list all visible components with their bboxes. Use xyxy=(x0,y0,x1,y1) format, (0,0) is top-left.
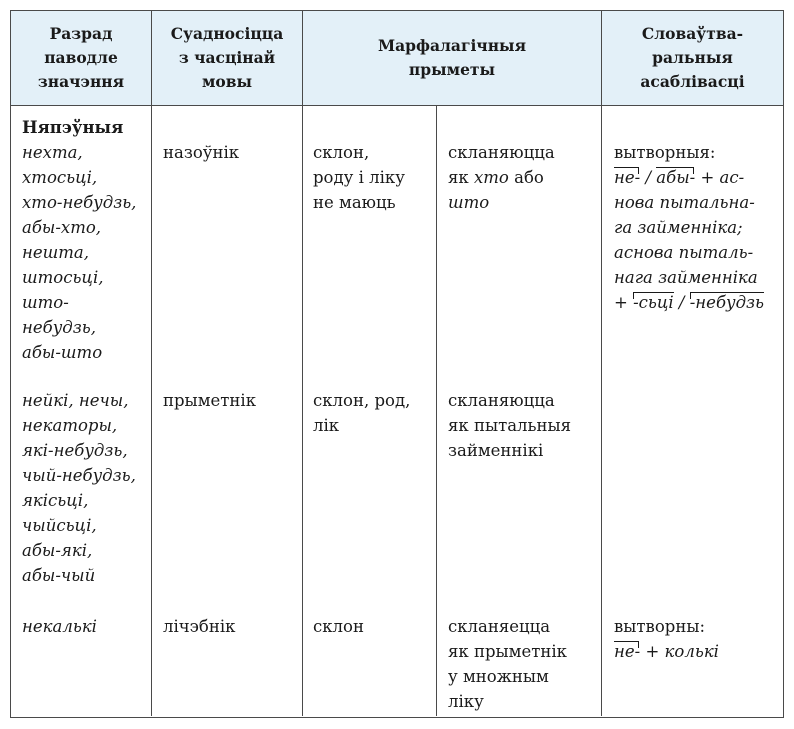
header-deriv-line: Словаўтва- xyxy=(641,24,744,43)
morph-text: як xyxy=(448,168,474,187)
morph-text: ліку xyxy=(448,692,484,711)
header-part-line: Суадносіцца xyxy=(170,24,284,43)
morph-text: склон, xyxy=(313,143,370,162)
morph-text: скланяюцца xyxy=(448,143,555,162)
separator: / xyxy=(640,168,657,187)
separator: / xyxy=(673,293,690,312)
word: хто-небудзь, xyxy=(22,193,137,212)
deriv-text: га займенніка; xyxy=(614,218,743,237)
part-of-speech: лічэбнік xyxy=(163,617,236,636)
header-category-line: значэння xyxy=(37,72,125,91)
deriv-text: аснова пыталь- xyxy=(614,243,754,262)
word: якісьці, xyxy=(22,491,89,510)
morph-text: займеннікі xyxy=(448,441,544,460)
morph-text: як прыметнік xyxy=(448,642,567,661)
word: хтосьці, xyxy=(22,168,98,187)
word: нехта, xyxy=(22,143,83,162)
column-divider xyxy=(151,11,152,716)
row2-morph1 xyxy=(313,388,410,438)
word: небудзь, xyxy=(22,318,96,337)
row3-morph1 xyxy=(313,614,364,639)
column-divider xyxy=(601,11,602,716)
header-part-of-speech xyxy=(152,11,302,105)
deriv-text: + ас- xyxy=(695,168,745,187)
column-divider xyxy=(436,105,437,716)
header-category xyxy=(11,11,151,105)
header-derivation xyxy=(602,11,783,105)
header-category-line: паводле xyxy=(44,48,118,67)
word: штосьці, xyxy=(22,268,104,287)
word: чыйсьці, xyxy=(22,516,97,535)
pronoun-table xyxy=(10,10,784,718)
header-morph-line: прыметы xyxy=(408,60,496,79)
row2-morph2 xyxy=(448,388,571,463)
header-part-line: мовы xyxy=(201,72,253,91)
category-title: Няпэўныя xyxy=(22,118,124,137)
row1-part xyxy=(163,140,239,165)
part-of-speech: прыметнік xyxy=(163,391,257,410)
word: абы-што xyxy=(22,343,103,362)
row3-morph2 xyxy=(448,614,567,714)
morph-text: або xyxy=(508,168,544,187)
row1-morph2 xyxy=(448,140,555,215)
part-of-speech: назоўнік xyxy=(163,143,240,162)
deriv-heading: вытворныя: xyxy=(614,143,716,162)
postfix-marker: -сьці xyxy=(633,290,674,315)
word: абы-чый xyxy=(22,566,96,585)
morph-text: не маюць xyxy=(313,193,396,212)
word: абы-які, xyxy=(22,541,93,560)
deriv-text: + xyxy=(614,293,634,312)
row1-morph1 xyxy=(313,140,405,215)
row1-derivation xyxy=(614,140,764,315)
header-morphology xyxy=(303,11,601,105)
row2-words xyxy=(22,388,136,588)
word: нешта, xyxy=(22,243,89,262)
prefix-marker: абы- xyxy=(656,165,695,190)
morph-text: скланяюцца xyxy=(448,391,555,410)
deriv-text: нова пытальна- xyxy=(614,193,755,212)
morph-text: склон xyxy=(313,617,364,636)
morph-text: як пытальныя xyxy=(448,416,572,435)
row3-words xyxy=(22,614,97,639)
deriv-text: + xyxy=(640,642,665,661)
header-category-line: Разрад xyxy=(49,24,113,43)
word: што- xyxy=(22,293,69,312)
deriv-heading: вытворны: xyxy=(614,617,706,636)
word: чый-небудзь, xyxy=(22,466,136,485)
column-divider xyxy=(302,11,303,716)
morph-text: скланяецца xyxy=(448,617,551,636)
deriv-text: колькі xyxy=(664,642,719,661)
word: некалькі xyxy=(22,617,97,636)
header-deriv-line: асаблівасці xyxy=(640,72,745,91)
header-deriv-line: ральныя xyxy=(652,48,733,67)
row1-words xyxy=(22,115,136,365)
morph-example: што xyxy=(448,193,490,212)
morph-text: у множным xyxy=(448,667,549,686)
morph-text: лік xyxy=(313,416,340,435)
word: абы-хто, xyxy=(22,218,102,237)
morph-text: роду і ліку xyxy=(313,168,405,187)
word: некаторы, xyxy=(22,416,118,435)
postfix-marker: -небудзь xyxy=(690,290,764,315)
row3-derivation xyxy=(614,614,719,664)
word: нейкі, нечы, xyxy=(22,391,129,410)
morph-text: склон, род, xyxy=(313,391,411,410)
deriv-text: нага займенніка xyxy=(614,268,758,287)
word: які-небудзь, xyxy=(22,441,128,460)
row2-part xyxy=(163,388,256,413)
header-morph-line: Марфалагічныя xyxy=(377,36,527,55)
prefix-marker: не- xyxy=(614,165,640,190)
header-part-line: з часцінай xyxy=(178,48,276,67)
morph-example: хто xyxy=(473,168,509,187)
row3-part xyxy=(163,614,235,639)
prefix-marker: не- xyxy=(614,639,640,664)
